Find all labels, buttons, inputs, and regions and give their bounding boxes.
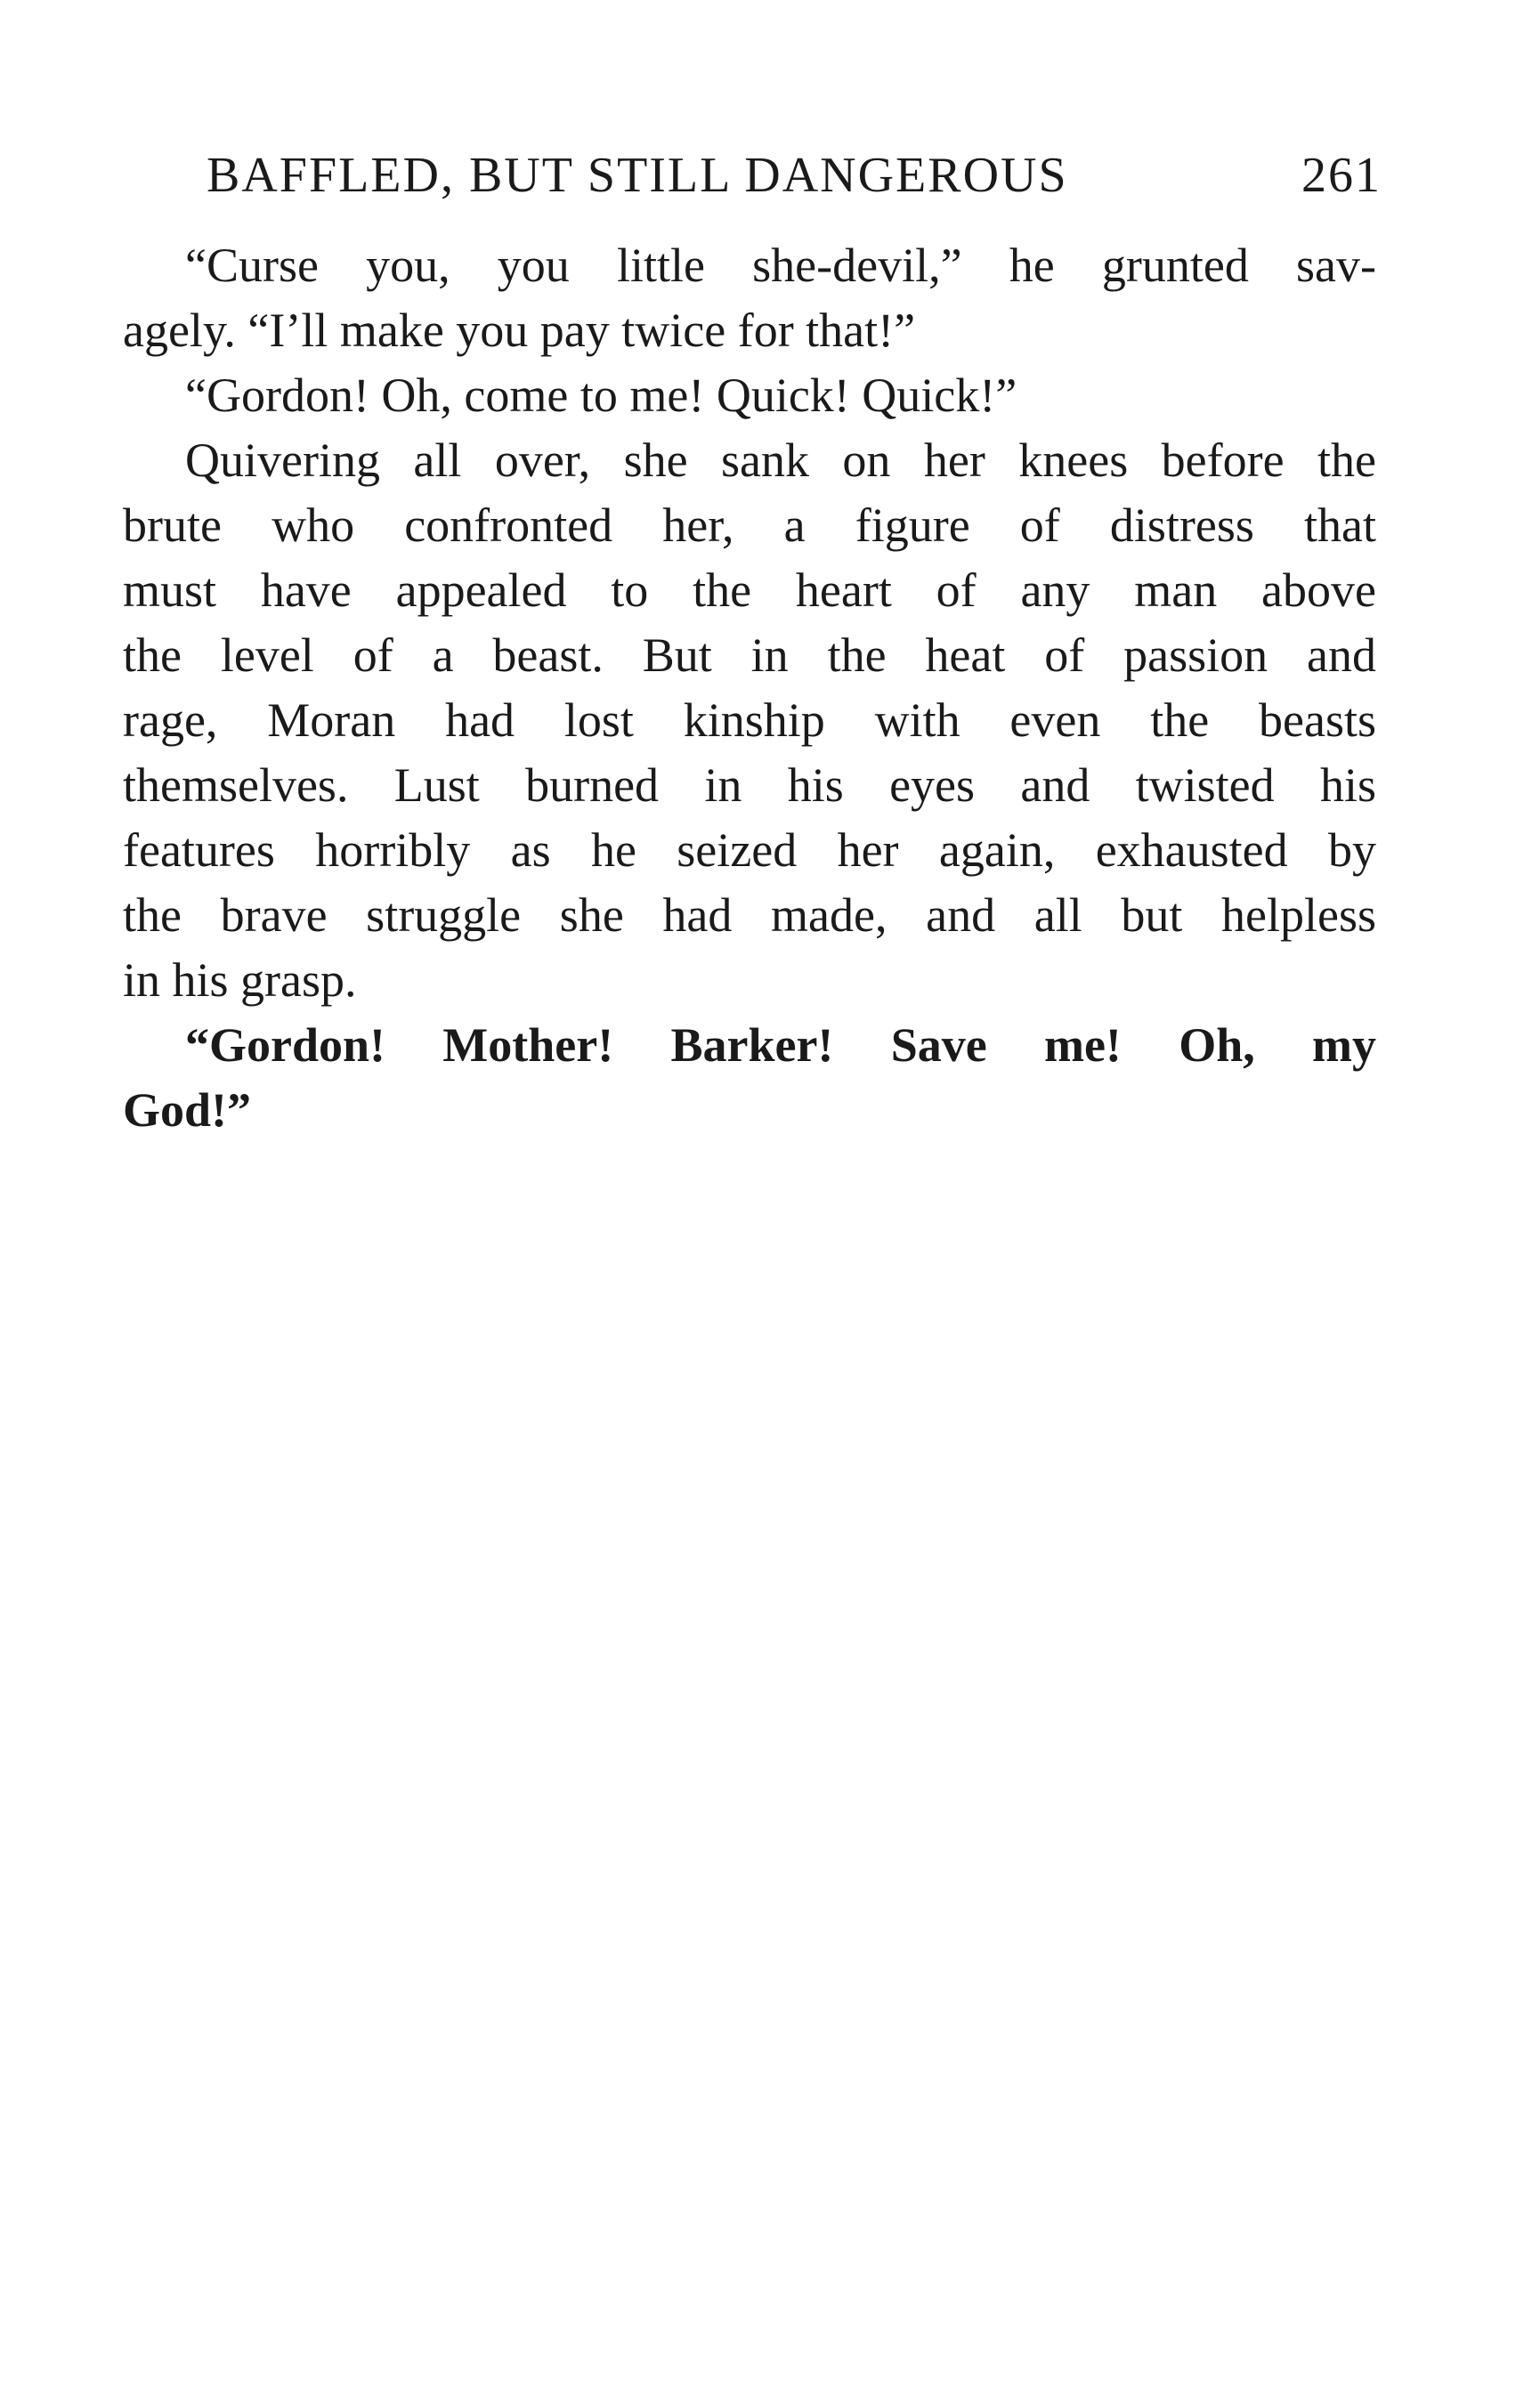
text-line: rage, Moran had lost kinship with even the beasts [123, 693, 1376, 747]
page-number: 261 [1301, 148, 1382, 203]
text-line: the brave struggle she had made, and all but helpless [123, 888, 1376, 942]
body-text [123, 233, 1376, 1143]
text-line: brute who confronted her, a figure of distress that [123, 498, 1376, 552]
chapter-title: BAFFLED, BUT STILL DANGEROUS [207, 148, 1068, 203]
text-line: must have appealed to the heart of any man above [123, 563, 1376, 617]
running-head [207, 144, 1382, 207]
text-line: God!” [123, 1083, 252, 1137]
text-line: “Gordon! Mother! Barker! Save me! Oh, my [185, 1018, 1376, 1072]
text-line: features horribly as he seized her again, exhausted by [123, 823, 1376, 877]
text-line: the level of a beast. But in the heat of passion and [123, 628, 1376, 682]
text-line: “Curse you, you little she-devil,” he grunted sav- [185, 239, 1376, 292]
text-line: in his grasp. [123, 953, 357, 1007]
text-line: “Gordon! Oh, come to me! Quick! Quick!” [185, 369, 1017, 422]
text-line: agely. “I’ll make you pay twice for that!” [123, 304, 916, 357]
text-line: themselves. Lust burned in his eyes and twisted his [123, 758, 1376, 812]
text-line: Quivering all over, she sank on her knees before the [185, 433, 1376, 487]
